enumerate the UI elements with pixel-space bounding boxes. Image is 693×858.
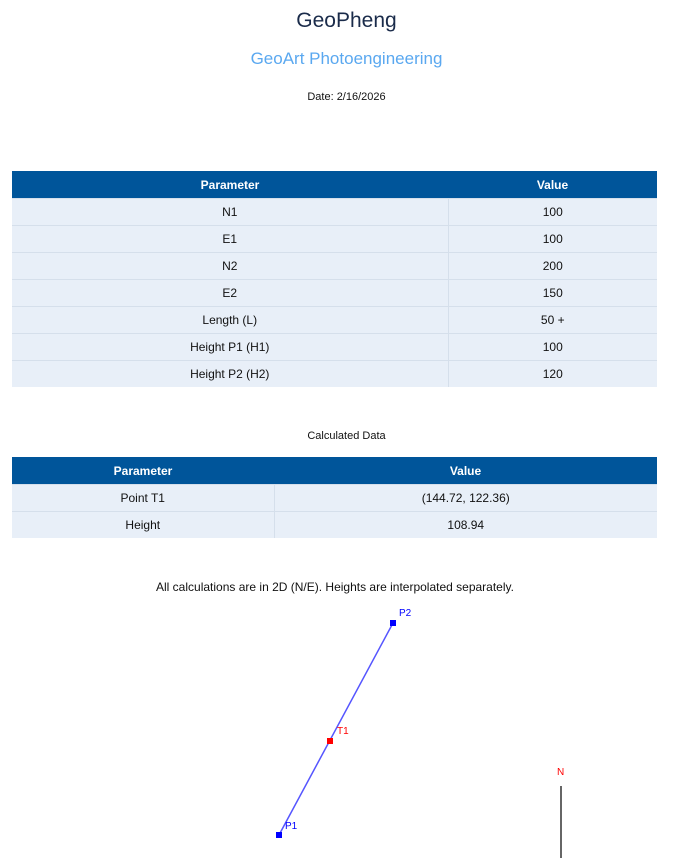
table-header-row xyxy=(12,171,657,199)
input-parameters-table xyxy=(12,171,657,387)
point-p1-label: P1 xyxy=(285,821,298,832)
calculated-data-caption: Calculated Data xyxy=(307,430,386,442)
value-cell: (144.72, 122.36) xyxy=(274,485,657,512)
table-row xyxy=(12,253,657,280)
value-cell: 150 xyxy=(448,280,657,307)
value-cell: 100 xyxy=(448,334,657,361)
table-header-row xyxy=(12,457,657,485)
table-row xyxy=(12,199,657,226)
parameter-cell: E2 xyxy=(12,280,448,307)
column-header-value: Value xyxy=(448,171,657,199)
value-cell: 108.94 xyxy=(274,512,657,539)
geometry-diagram xyxy=(0,598,693,858)
calculated-data-table xyxy=(12,457,657,538)
table-row xyxy=(12,361,657,388)
point-p2-marker xyxy=(390,620,396,626)
value-cell: 120 xyxy=(448,361,657,388)
table-row xyxy=(12,226,657,253)
value-cell: 100 xyxy=(448,226,657,253)
parameter-cell: N1 xyxy=(12,199,448,226)
column-header-value: Value xyxy=(274,457,657,485)
point-p2-label: P2 xyxy=(399,608,412,619)
north-label: N xyxy=(557,767,565,778)
table-row xyxy=(12,512,657,539)
parameter-cell: Height P2 (H2) xyxy=(12,361,448,388)
parameter-cell: E1 xyxy=(12,226,448,253)
parameter-cell: Point T1 xyxy=(12,485,274,512)
point-t1-marker xyxy=(327,738,333,744)
report-date: Date: 2/16/2026 xyxy=(307,91,386,103)
table-row xyxy=(12,307,657,334)
p1-p2-line xyxy=(279,623,393,835)
parameter-cell: Height P1 (H1) xyxy=(12,334,448,361)
column-header-parameter: Parameter xyxy=(12,171,448,199)
point-t1-label: T1 xyxy=(337,726,349,737)
parameter-cell: Length (L) xyxy=(12,307,448,334)
value-cell: 100 xyxy=(448,199,657,226)
point-p1-marker xyxy=(276,832,282,838)
table-row xyxy=(12,280,657,307)
value-cell: 50 + xyxy=(448,307,657,334)
page-subtitle: GeoArt Photoengineering xyxy=(250,49,443,68)
table-row xyxy=(12,485,657,512)
parameter-cell: Height xyxy=(12,512,274,539)
column-header-parameter: Parameter xyxy=(12,457,274,485)
table-row xyxy=(12,334,657,361)
page-title: GeoPheng xyxy=(296,9,397,32)
calculation-note: All calculations are in 2D (N/E). Heights are interpolated separately. xyxy=(156,580,514,594)
parameter-cell: N2 xyxy=(12,253,448,280)
value-cell: 200 xyxy=(448,253,657,280)
